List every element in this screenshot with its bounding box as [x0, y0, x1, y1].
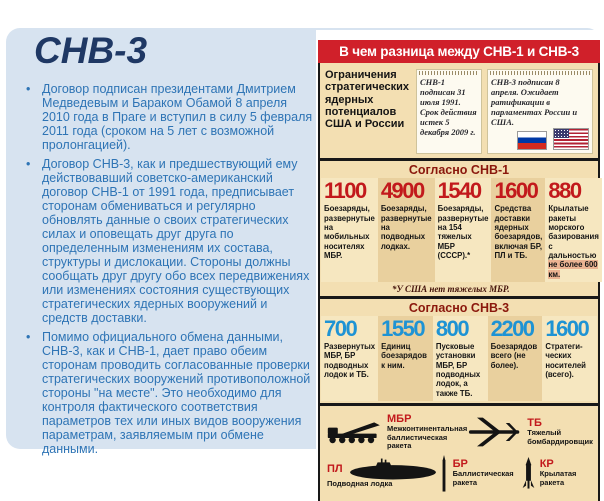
legend-abbr: БР: [452, 458, 468, 471]
heavy-bomber-icon: [467, 414, 523, 450]
snv1-stats-row: [320, 178, 598, 284]
legend-abbr: ПЛ: [327, 462, 343, 475]
stat-column: [545, 178, 602, 282]
ballistic-missile-icon: [439, 454, 449, 492]
legend-abbr: КР: [539, 458, 554, 471]
stat-value: 2200: [490, 315, 534, 341]
stat-column: [542, 316, 597, 401]
intro-text: Ограничения стратегических ядерных потенциалов США и России: [325, 69, 410, 131]
stat-label: Пусковые установки МБР, БР подводных лодок, а также ТБ.: [435, 342, 481, 398]
infographic-body: [318, 63, 600, 501]
legend-desc: Подводная лодка: [327, 478, 393, 488]
legend-desc: Крылатая ракета: [539, 469, 577, 488]
legend-desc: Межконтинентальная баллистическая ракета: [387, 424, 468, 451]
stat-value: 4900: [380, 178, 424, 204]
legend-item-kr: [521, 456, 591, 490]
legend-item-pl: [327, 458, 439, 489]
usa-flag-icon: [553, 128, 589, 150]
stat-label: Боезаряды, развернутые на 154 тяжелых МБР (СССР).*: [437, 204, 489, 260]
stat-value: 1540: [437, 178, 481, 204]
legend-desc: Тяжелый бомбардировщик: [527, 428, 593, 447]
bullet-item: • Помимо официального обмена данными, СНВ-3, как и СНВ-1, дает право обеим сторонам проводить согласованные проверки стратегических вооружений противоположной стороны "на месте". Это необходимо для контроля фактического соответствия параметров тех или иных видов вооружения параметрам, заявляемым при обмене данными.: [20, 330, 316, 456]
infographic-title: В чем разница между СНВ-1 и СНВ-3: [318, 40, 600, 63]
stat-column: [321, 178, 378, 282]
stat-column: [321, 316, 378, 401]
stat-label: Боезарядов всего (не более).: [490, 342, 538, 370]
stat-value: 1600: [494, 178, 538, 204]
stat-column: [488, 316, 543, 401]
stat-value: 700: [324, 315, 357, 341]
stat-value: 1550: [381, 315, 425, 341]
icbm-launcher-icon: [327, 418, 383, 446]
stat-label: Боезаряды, развернутые на подводных лодках.: [380, 204, 432, 251]
legend-item-tb: [467, 414, 593, 450]
bullet-item: • Договор СНВ-3, как и предшествующий ему действовавший советско-американский договор СНВ-1 от 1991 года, предписывает сторонам обмениваться и регулярно обновлять данные о своих стратегических силах и оповещать друг друга по определенным изменениям их состава, структуры и дислокации. Стороны должны сообщать друг другу обо всех передвижениях или изменениях состояния существующих стратегических ядерных вооружений и средств доставки.: [20, 157, 316, 325]
stat-column: [378, 316, 433, 401]
legend-abbr: ТБ: [527, 417, 542, 430]
stat-label: Средства доставки ядерных боезарядов, включая БР, ПЛ и ТБ.: [494, 204, 543, 260]
snv3-stats-row: [320, 316, 598, 403]
note-snv3-text: СНВ-3 подписан 8 апреля. Ожидает ратификации в парламентах России и США.: [491, 77, 578, 128]
page-title: СНВ-3: [34, 30, 148, 71]
flags: [517, 128, 589, 150]
snv1-footnote: *У США нет тяжелых МБР.: [392, 283, 510, 294]
bullet-list: [20, 82, 316, 461]
stat-label: Единиц боезарядов к ним.: [381, 342, 427, 370]
stat-label: Развернутых МБР, БР подводных лодок и ТБ.: [324, 342, 376, 380]
legend-item-mbr: [327, 413, 467, 451]
section-snv3-title: Согласно СНВ-3: [408, 300, 510, 315]
infographic-intro-row: [320, 63, 598, 158]
stat-column: [491, 178, 545, 282]
stat-label: Крылатые ракеты морского базирования с дальностью не более 600 км.: [548, 204, 599, 279]
stat-value: 880: [548, 178, 581, 204]
stat-label-highlight: не более 600 км.: [548, 260, 598, 279]
section-snv1-title: Согласно СНВ-1: [408, 163, 510, 178]
note-snv1: СНВ-1 подписан 31 июля 1991. Срок действия истек 5 декабря 2009 г.: [416, 69, 482, 154]
legend-abbr: МБР: [387, 413, 412, 426]
stat-value: 1600: [545, 315, 589, 341]
weapons-legend: [320, 406, 598, 501]
stat-column: [433, 316, 488, 401]
stat-value: 1100: [324, 178, 366, 204]
submarine-icon: [347, 458, 439, 480]
stat-column: [378, 178, 435, 282]
stat-label: Боезаряды, развернутые на мобильных носителях МБР.: [324, 204, 375, 260]
note-snv3: [487, 69, 593, 154]
stat-column: [435, 178, 492, 282]
russia-flag-icon: [517, 131, 547, 150]
cruise-missile-icon: [521, 456, 536, 490]
legend-item-br: [439, 454, 521, 492]
bullet-item: • Договор подписан президентами Дмитрием Медведевым и Бараком Обамой 8 апреля 2010 года в Праге и вступил в силу 5 февраля 2011 года (сроком на 5 лет с возможной пролонгацией).: [20, 82, 316, 152]
stat-value: 800: [435, 315, 469, 341]
infographic: [316, 30, 602, 501]
stat-label: Стратеги-ческих носителей (всего).: [545, 342, 586, 380]
legend-desc: Баллистическая ракета: [452, 469, 514, 488]
